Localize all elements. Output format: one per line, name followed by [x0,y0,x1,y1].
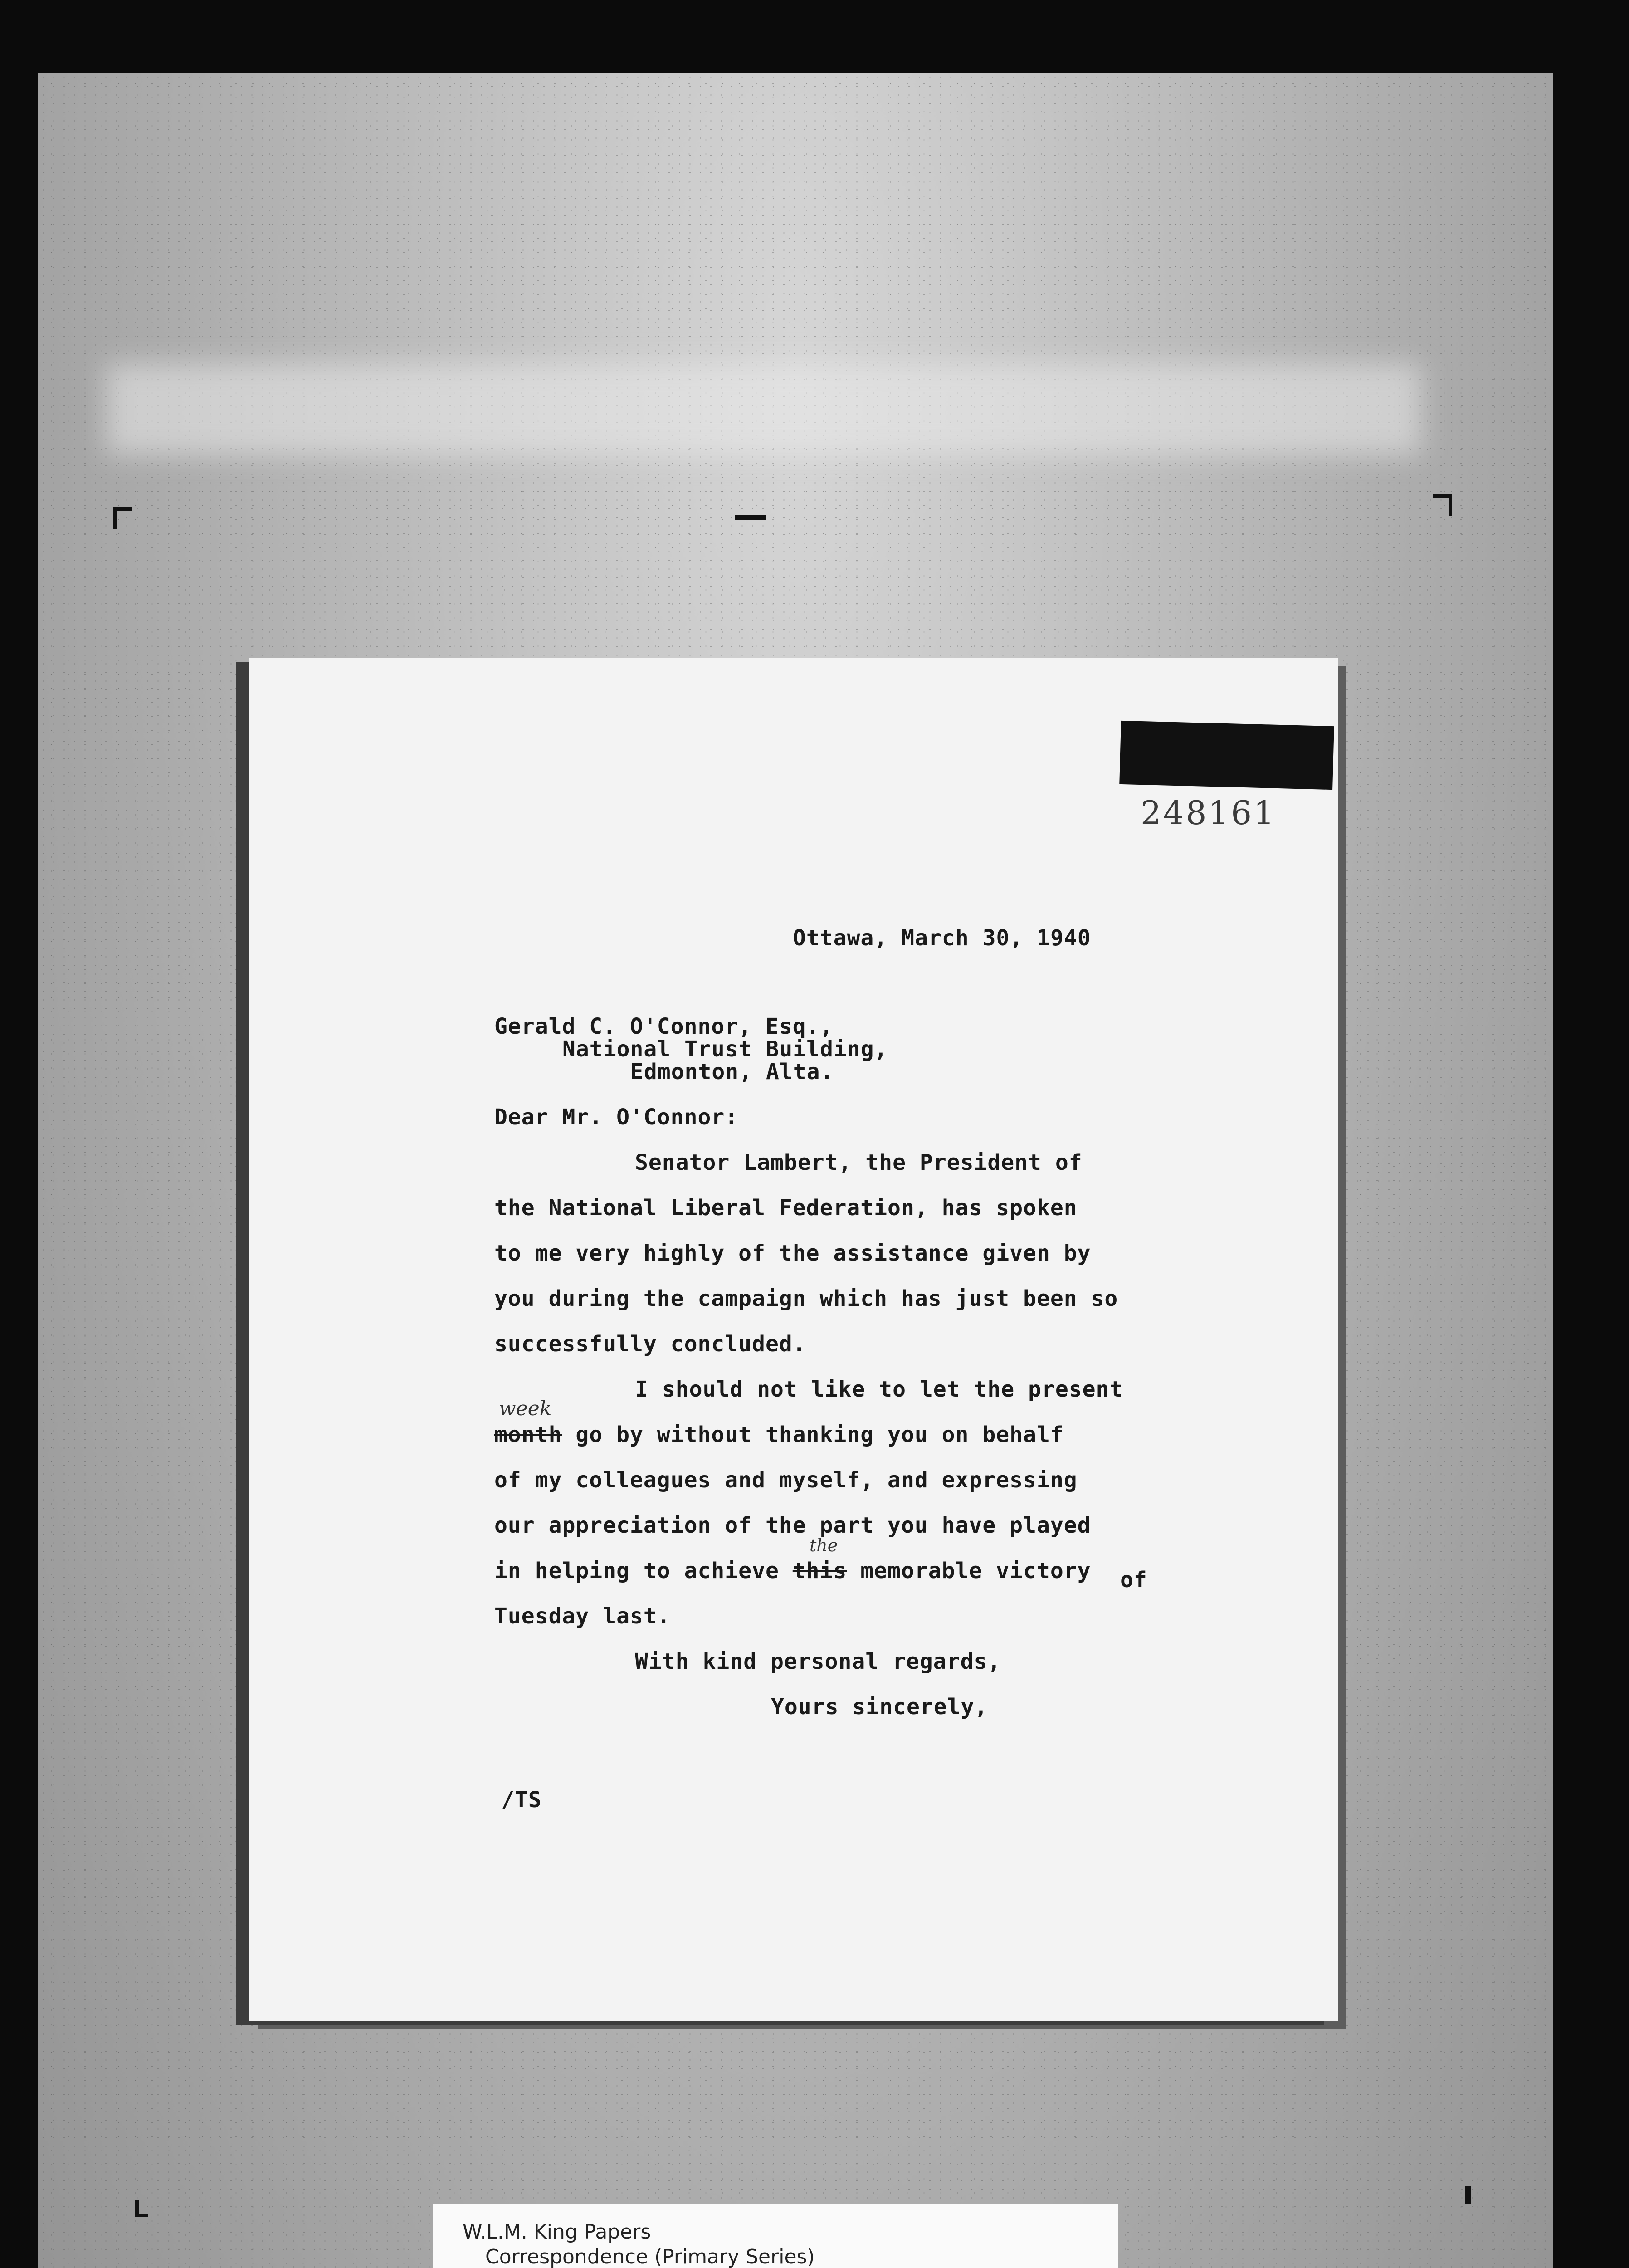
date-line: Ottawa, March 30, 1940 [793,925,1091,951]
reference-card [433,2204,1118,2268]
reference-line-2: Correspondence (Primary Series) [485,2245,815,2268]
para1-line-4: you during the campaign which has just been so [494,1286,1118,1311]
address-line-2: National Trust Building, [562,1036,888,1062]
struck-word-month: month [494,1422,562,1447]
closing-line-2: Yours sincerely, [771,1694,988,1720]
para2-line-3: of my colleagues and myself, and expressing [494,1467,1078,1493]
bottom-right-mark [1465,2186,1471,2204]
typist-initials: /TS [501,1787,542,1813]
corner-mark-bottom-left [135,2200,148,2217]
document-number: 248161 [1141,794,1276,832]
address-line-3: Edmonton, Alta. [630,1059,834,1085]
para1-line-5: successfully concluded. [494,1331,806,1357]
para1-line-2: the National Liberal Federation, has spoken [494,1195,1078,1221]
top-center-mark [735,515,766,520]
para2-line-2 [494,1422,1064,1447]
corner-mark-top-left [113,507,132,529]
salutation: Dear Mr. O'Connor: [494,1105,739,1130]
handwritten-insert-week: week [499,1397,552,1420]
glare-band [106,364,1421,455]
para1-line-3: to me very highly of the assistance given by [494,1241,1091,1266]
handwritten-insert-the: the [810,1535,838,1555]
para2-line-5 [494,1558,1091,1584]
para1-line-1: Senator Lambert, the President of [635,1150,1083,1175]
para2-line-2-rest: go by without thanking you on behalf [562,1422,1064,1447]
closing-line-1: With kind personal regards, [635,1649,1001,1674]
reference-line-1: W.L.M. King Papers [463,2220,651,2244]
para2-line-5-end: memorable victory [847,1558,1091,1584]
para2-line-6: Tuesday last. [494,1603,671,1629]
struck-word-this: this [792,1558,847,1584]
para2-line-1: I should not like to let the present [635,1377,1123,1402]
para2-line-4: our appreciation of the part you have played [494,1513,1091,1538]
address-line-1: Gerald C. O'Connor, Esq., [494,1014,834,1039]
redaction-bar [1119,721,1334,790]
para2-line-5-addendum: of [1120,1567,1147,1593]
corner-mark-top-right [1433,494,1452,516]
para2-line-5-start: in helping to achieve [494,1558,793,1584]
